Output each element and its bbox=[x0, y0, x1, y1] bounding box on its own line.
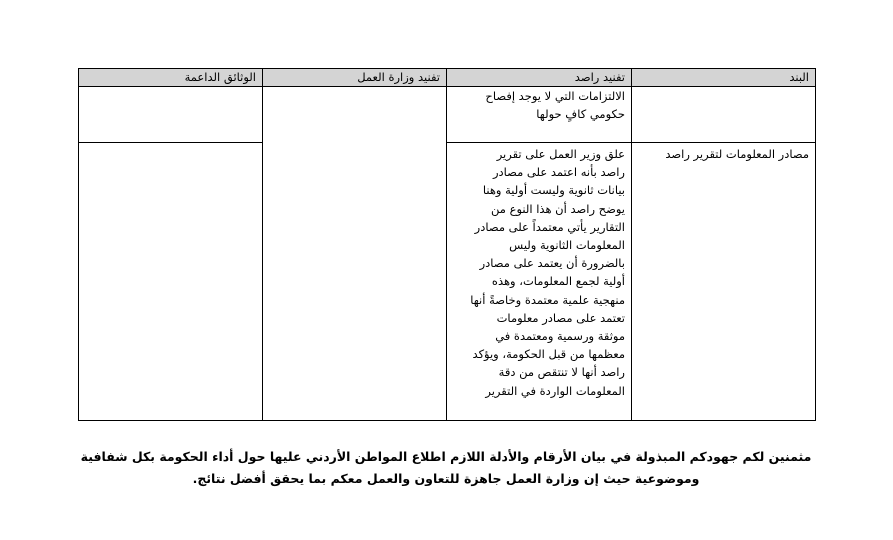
text-line: يوضح راصد أن هذا النوع من bbox=[491, 201, 625, 216]
text-line: التقارير يأتي معتمداً على مصادر bbox=[474, 219, 625, 234]
cell-item bbox=[632, 87, 816, 143]
response-table bbox=[78, 68, 816, 421]
text-line: منهجية علمية معتمدة وخاصةً أنها bbox=[470, 292, 625, 307]
cell-item: مصادر المعلومات لتقرير راصد bbox=[632, 143, 816, 421]
text-line: المعلومات الثانوية وليس bbox=[509, 238, 625, 253]
text-line: حكومي كافٍ حولها bbox=[536, 107, 625, 122]
text-line: بيانات ثانوية وليست أولية وهنا bbox=[482, 183, 625, 198]
header-rasid: تفنيد راصد bbox=[447, 69, 632, 87]
closing-line-1: مثمنين لكم جهودكم المبذولة في بيان الأرقام والأدلة اللازم اطلاع المواطن الأردني عليها حول أداء الحكومة بكل شفافية bbox=[80, 449, 812, 464]
table-row bbox=[79, 143, 816, 421]
table-row bbox=[79, 87, 816, 143]
header-item: البند bbox=[632, 69, 816, 87]
text-line: موثقة ورسمية ومعتمدة في bbox=[495, 329, 625, 344]
header-documents: الوثائق الداعمة bbox=[79, 69, 263, 87]
text-line: الالتزامات التي لا يوجد إفصاح bbox=[485, 89, 625, 103]
cell-ministry bbox=[263, 87, 447, 421]
text-line: أولية لجمع المعلومات، وهذه bbox=[491, 274, 625, 289]
cell-documents bbox=[79, 87, 263, 143]
text-line: معظمها من قبل الحكومة، ويؤكد bbox=[472, 347, 625, 362]
cell-documents bbox=[79, 143, 263, 421]
text-line: علق وزير العمل على تقرير bbox=[496, 147, 625, 161]
table-header-row bbox=[79, 69, 816, 87]
text-line: المعلومات الواردة في التقرير bbox=[485, 383, 625, 398]
text-line: راصد بأنه اعتمد على مصادر bbox=[492, 165, 625, 180]
header-ministry: تفنيد وزارة العمل bbox=[263, 69, 447, 87]
text-line: راصد أنها لا تنتقص من دقة bbox=[498, 365, 625, 380]
closing-line-2: وموضوعية حيث إن وزارة العمل جاهزة للتعاون والعمل معكم بما يحقق أفضل نتائج. bbox=[192, 471, 700, 486]
closing-paragraph bbox=[80, 446, 812, 490]
text-line: تعتمد على مصادر معلومات bbox=[496, 310, 625, 325]
text-line: بالضرورة أن يعتمد على مصادر bbox=[479, 256, 625, 271]
cell-rasid bbox=[447, 87, 632, 143]
cell-rasid bbox=[447, 143, 632, 421]
